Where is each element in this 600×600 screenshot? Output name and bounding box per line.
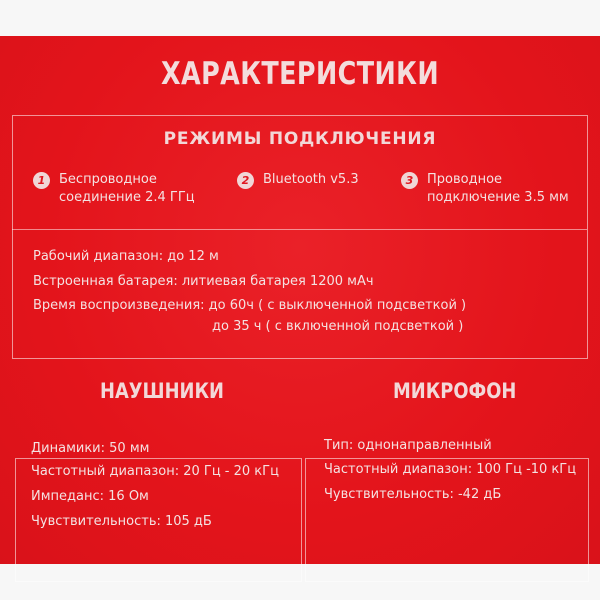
number-3-icon: 3 (401, 172, 418, 189)
connection-heading: РЕЖИМЫ ПОДКЛЮЧЕНИЯ (163, 129, 437, 149)
headphones-spec-item: Динамики: 50 мм (31, 441, 150, 456)
headphones-spec-item: Импеданс: 16 Ом (31, 489, 149, 504)
battery-spec: Встроенная батарея: литиевая батарея 1200 мАч (33, 274, 374, 289)
microphone-spec-item: Тип: однонаправленный (324, 438, 492, 453)
headphones-spec-item: Чувствительность: 105 дБ (31, 514, 212, 529)
mode-wired (401, 171, 569, 207)
page-title: ХАРАКТЕРИСТИКИ (160, 56, 440, 92)
mode-bluetooth (237, 171, 359, 189)
range-spec: Рабочий диапазон: до 12 м (33, 249, 219, 264)
microphone-spec-item: Частотный диапазон: 100 Гц -10 кГц (324, 462, 577, 477)
number-1-icon: 1 (33, 172, 50, 189)
divider (12, 229, 587, 230)
headphones-heading: НАУШНИКИ (100, 379, 224, 403)
microphone-spec-item: Чувствительность: -42 дБ (324, 487, 502, 502)
mode-label: Беспроводное соединение 2.4 ГГц (59, 172, 195, 205)
mode-label: Bluetooth v5.3 (263, 172, 359, 187)
playtime-spec-continued: до 35 ч ( с включенной подсветкой ) (212, 319, 464, 334)
microphone-heading: МИКРОФОН (393, 379, 517, 403)
playtime-spec: Время воспроизведения: до 60ч ( с выключенной подсветкой ) (33, 298, 467, 313)
mode-wireless (33, 171, 195, 207)
spec-panel (0, 36, 600, 564)
number-2-icon: 2 (237, 172, 254, 189)
mode-label: Проводное подключение 3.5 мм (427, 172, 569, 205)
headphones-spec-item: Частотный диапазон: 20 Гц - 20 кГц (31, 464, 279, 479)
